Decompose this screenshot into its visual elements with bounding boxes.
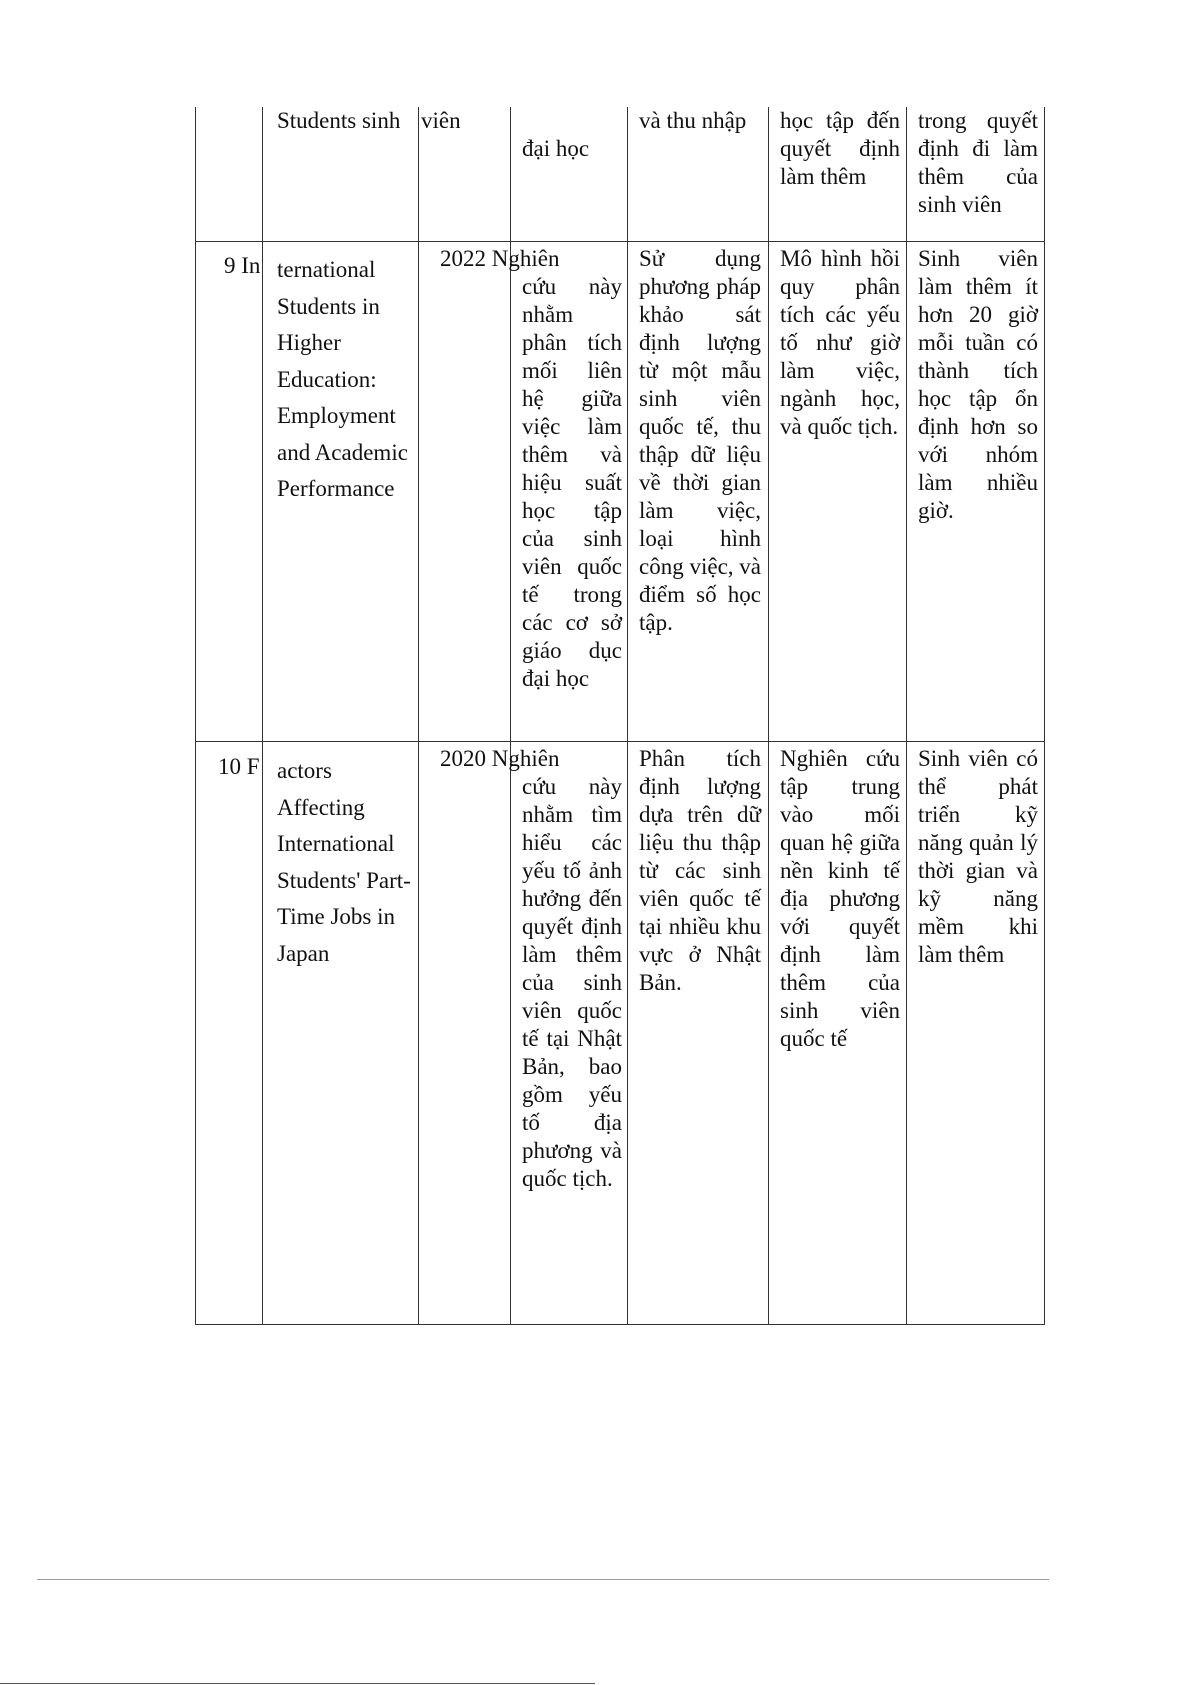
row2-objective-head: ghiên	[508, 246, 560, 271]
row2-title	[277, 252, 417, 508]
row-divider	[196, 741, 1044, 742]
row2-objective: cứu này nhằm phân tích mối liên hệ giữa việc làm thêm và hiệu suất học tập của sinh viên quốc tế trong các cơ sở giáo dục đại học	[522, 274, 622, 691]
row3-result: Sinh viên có thể phát triển kỹ năng quản lý thời gian và kỹ năng mềm khi làm thêm	[918, 746, 1038, 967]
row3-objective: cứu này nhằm tìm hiểu các yếu tố ảnh hưởng đến quyết định làm thêm của sinh viên quốc tế tại Nhật Bản, bao gồm yếu tố địa phương và quốc tịch.	[522, 774, 622, 1191]
col-divider	[768, 107, 769, 1324]
col-divider	[510, 107, 511, 1324]
row3-title-head: actors	[277, 758, 332, 783]
row-divider	[196, 241, 1044, 242]
row2-result: Sinh viên làm thêm ít hơn 20 giờ mỗi tuần có thành tích học tập ổn định hơn so với nhóm làm nhiều giờ.	[918, 246, 1038, 523]
row3-year-text: 2020 N	[440, 746, 509, 771]
col-divider	[418, 107, 419, 1324]
page-bottom-rule	[0, 1683, 595, 1684]
row1-objective: đại học	[522, 136, 590, 161]
col-divider	[262, 107, 263, 1324]
col-divider	[906, 107, 907, 1324]
row2-model: Mô hình hồi quy phân tích các yếu tố như giờ làm việc, ngành học, và quốc tịch.	[780, 246, 900, 439]
row1-method: và thu nhập	[639, 108, 747, 133]
row3-method: Phân tích định lượng dựa trên dữ liệu thu thập từ các sinh viên quốc tế tại nhiều khu vực ở Nhật Bản.	[639, 746, 761, 995]
row2-title-head: ternational	[277, 257, 376, 282]
footer-rule	[37, 1579, 1049, 1580]
row3-model: Nghiên cứu tập trung vào mối quan hệ giữa nền kinh tế địa phương với quyết định làm thêm của sinh viên quốc tế	[780, 746, 900, 1051]
row2-number: 9 In	[224, 253, 261, 278]
row3-year	[440, 745, 559, 773]
row2-year	[440, 245, 559, 273]
row1-year: viên	[421, 108, 461, 133]
row3-number: 10 F	[218, 754, 260, 779]
row3-title-rest: Affecting International Students' Part-Time Jobs in Japan	[277, 794, 411, 966]
row3-title	[277, 753, 417, 972]
col-divider	[627, 107, 628, 1324]
row1-title: Students sinh	[277, 108, 401, 133]
row2-year-text: 2022 N	[440, 246, 509, 271]
row2-title-rest: Students in Higher Education: Employment and Academic Performance	[277, 293, 408, 501]
row2-method: Sử dụng phương pháp khảo sát định lượng từ một mẫu sinh viên quốc tế, thu thập dữ liệu về thời gian làm việc, loại hình công việc, và điểm số học tập.	[639, 246, 761, 635]
row1-result: trong quyết định đi làm thêm của sinh viên	[918, 108, 1038, 217]
row3-objective-head: ghiên	[508, 746, 560, 771]
row1-model: học tập đến quyết định làm thêm	[780, 108, 900, 189]
research-table	[195, 107, 1045, 1325]
